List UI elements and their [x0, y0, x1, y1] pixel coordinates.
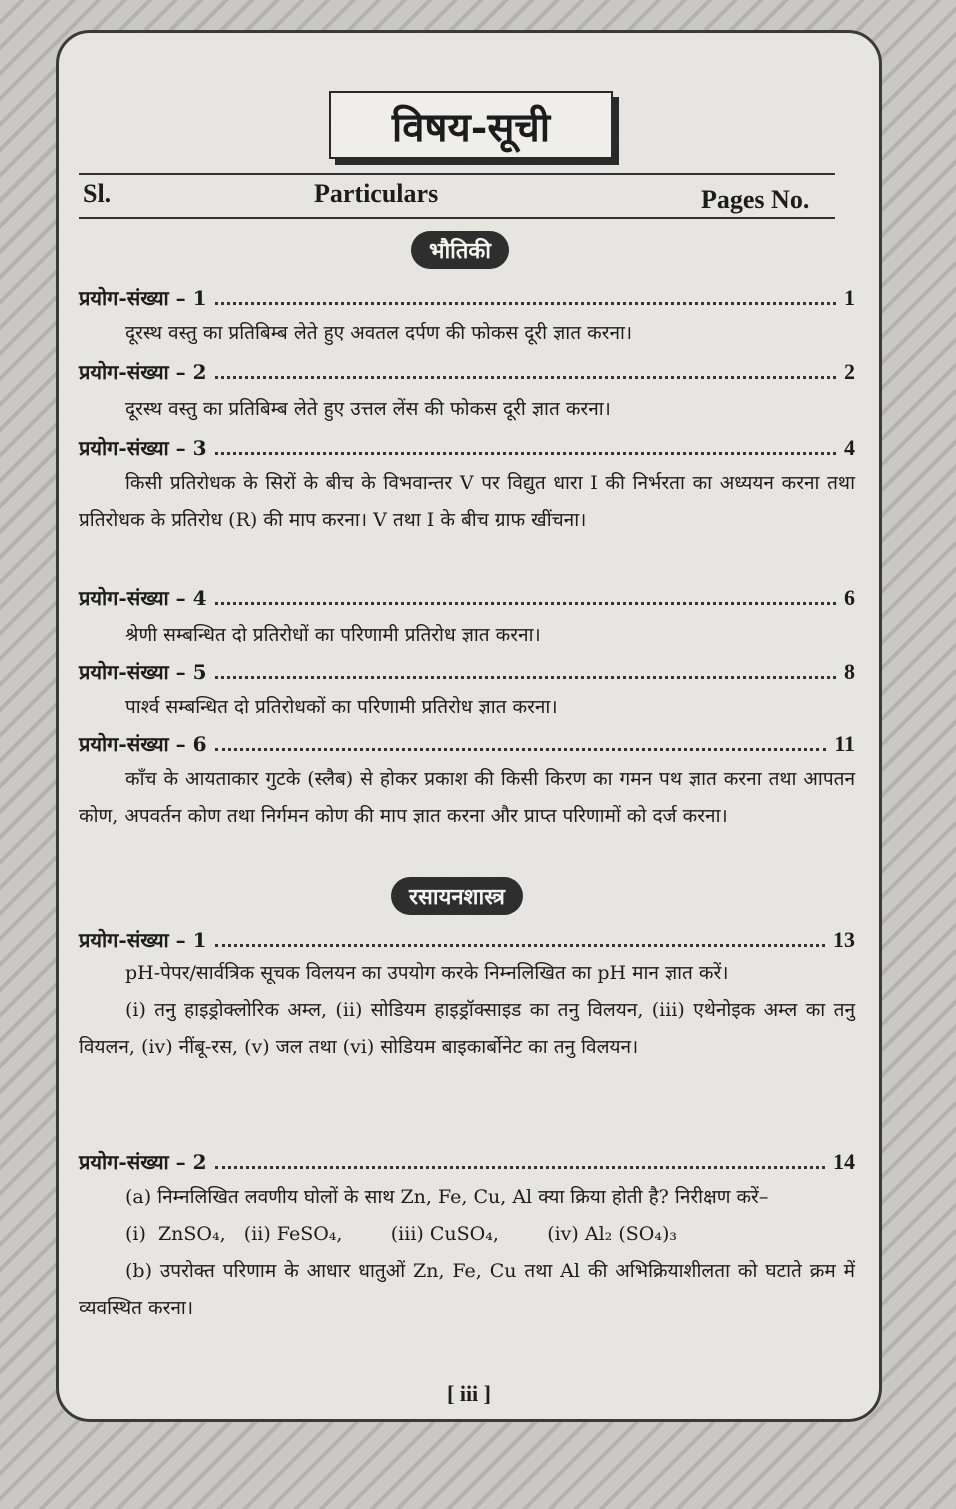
entry-description	[79, 1179, 855, 1327]
dot-leader	[215, 676, 836, 679]
entry-label: प्रयोग-संख्या – 5	[79, 660, 207, 684]
header-sl: Sl.	[83, 179, 112, 208]
entry-description	[79, 689, 855, 726]
dot-leader	[215, 1166, 825, 1169]
description-text: (i) तनु हाइड्रोक्लोरिक अम्ल, (ii) सोडियम हाइड्रॉक्साइड का तनु विलयन, (iii) एथेनोइक अम्ल का तनु वियलन, (iv) नींबू-रस, (v) जल तथा (vi) सोडियम बाइकार्बोनेट का तनु विलयन।	[79, 999, 855, 1058]
entry-page: 11	[834, 731, 855, 756]
dot-leader	[215, 602, 836, 605]
toc-entry[interactable]	[79, 1145, 855, 1175]
entry-page: 14	[833, 1149, 855, 1174]
entry-page: 6	[844, 585, 855, 610]
description-text: काँच के आयताकार गुटके (स्लैब) से होकर प्रकाश की किसी किरण का गमन पथ ज्ञात करना तथा आपतन कोण, अपवर्तन कोण तथा निर्गमन कोण की माप ज्ञात करना और प्राप्त परिणामों को दर्ज करना।	[79, 768, 855, 827]
entry-label: प्रयोग-संख्या – 6	[79, 732, 207, 756]
entry-description	[79, 465, 855, 539]
description-text: (a) निम्नलिखित लवणीय घोलों के साथ Zn, Fe, Cu, Al क्या क्रिया होती है? निरीक्षण करें–	[125, 1186, 769, 1208]
entry-page: 2	[844, 359, 855, 384]
description-text: पार्श्व सम्बन्धित दो प्रतिरोधकों का परिणामी प्रतिरोध ज्ञात करना।	[125, 696, 558, 718]
toc-entry[interactable]	[79, 431, 855, 461]
entry-label: प्रयोग-संख्या – 2	[79, 1150, 207, 1174]
entry-label: प्रयोग-संख्या – 2	[79, 360, 207, 384]
description-text: pH-पेपर/सार्वत्रिक सूचक विलयन का उपयोग करके निम्नलिखित का pH मान ज्ञात करें।	[125, 962, 729, 984]
entry-description	[79, 391, 855, 428]
description-text: दूरस्थ वस्तु का प्रतिबिम्ब लेते हुए अवतल दर्पण की फोकस दूरी ज्ञात करना।	[125, 322, 633, 344]
entry-description	[79, 955, 855, 1066]
entry-page: 8	[844, 659, 855, 684]
dot-leader	[215, 944, 825, 947]
header-pages: Pages No.	[701, 185, 810, 214]
entry-page: 1	[844, 285, 855, 310]
description-text: दूरस्थ वस्तु का प्रतिबिम्ब लेते हुए उत्तल लेंस की फोकस दूरी ज्ञात करना।	[125, 398, 611, 420]
toc-entry[interactable]	[79, 655, 855, 685]
entry-label: प्रयोग-संख्या – 1	[79, 928, 207, 952]
entry-description	[79, 315, 855, 352]
page-number: [ iii ]	[447, 1381, 491, 1406]
entry-page: 4	[844, 435, 855, 460]
toc-entry[interactable]	[79, 581, 855, 611]
table-header	[79, 173, 835, 219]
section-chemistry: रसायनशास्त्र	[391, 877, 523, 915]
dot-leader	[215, 748, 827, 751]
entry-label: प्रयोग-संख्या – 4	[79, 586, 207, 610]
toc-entry[interactable]	[79, 923, 855, 953]
entry-description	[79, 617, 855, 654]
toc-entry[interactable]	[79, 727, 855, 757]
description-text: किसी प्रतिरोधक के सिरों के बीच के विभवान्तर V पर विद्युत धारा I की निर्भरता का अध्ययन करना तथा प्रतिरोधक के प्रतिरोध (R) की माप करना। V तथा I के बीच ग्राफ खींचना।	[79, 472, 855, 531]
dot-leader	[215, 376, 836, 379]
page-sheet	[56, 30, 882, 1422]
entry-page: 13	[833, 927, 855, 952]
entry-description	[79, 761, 855, 835]
dot-leader	[215, 452, 836, 455]
header-particulars: Particulars	[314, 179, 439, 208]
description-text: श्रेणी सम्बन्धित दो प्रतिरोधों का परिणामी प्रतिरोध ज्ञात करना।	[125, 624, 541, 646]
page-title: विषय-सूची	[329, 91, 613, 159]
description-text: (b) उपरोक्त परिणाम के आधार धातुओं Zn, Fe, Cu तथा Al की अभिक्रियाशीलता को घटाते क्रम में व्यवस्थित करना।	[79, 1260, 855, 1319]
formula-line: (i) ZnSO₄, (ii) FeSO₄, (iii) CuSO₄, (iv) Al₂ (SO₄)₃	[125, 1223, 677, 1245]
toc-entry[interactable]	[79, 281, 855, 311]
dot-leader	[215, 302, 836, 305]
entry-label: प्रयोग-संख्या – 1	[79, 286, 207, 310]
section-physics: भौतिकी	[411, 231, 509, 269]
entry-label: प्रयोग-संख्या – 3	[79, 436, 207, 460]
toc-entry[interactable]	[79, 355, 855, 385]
